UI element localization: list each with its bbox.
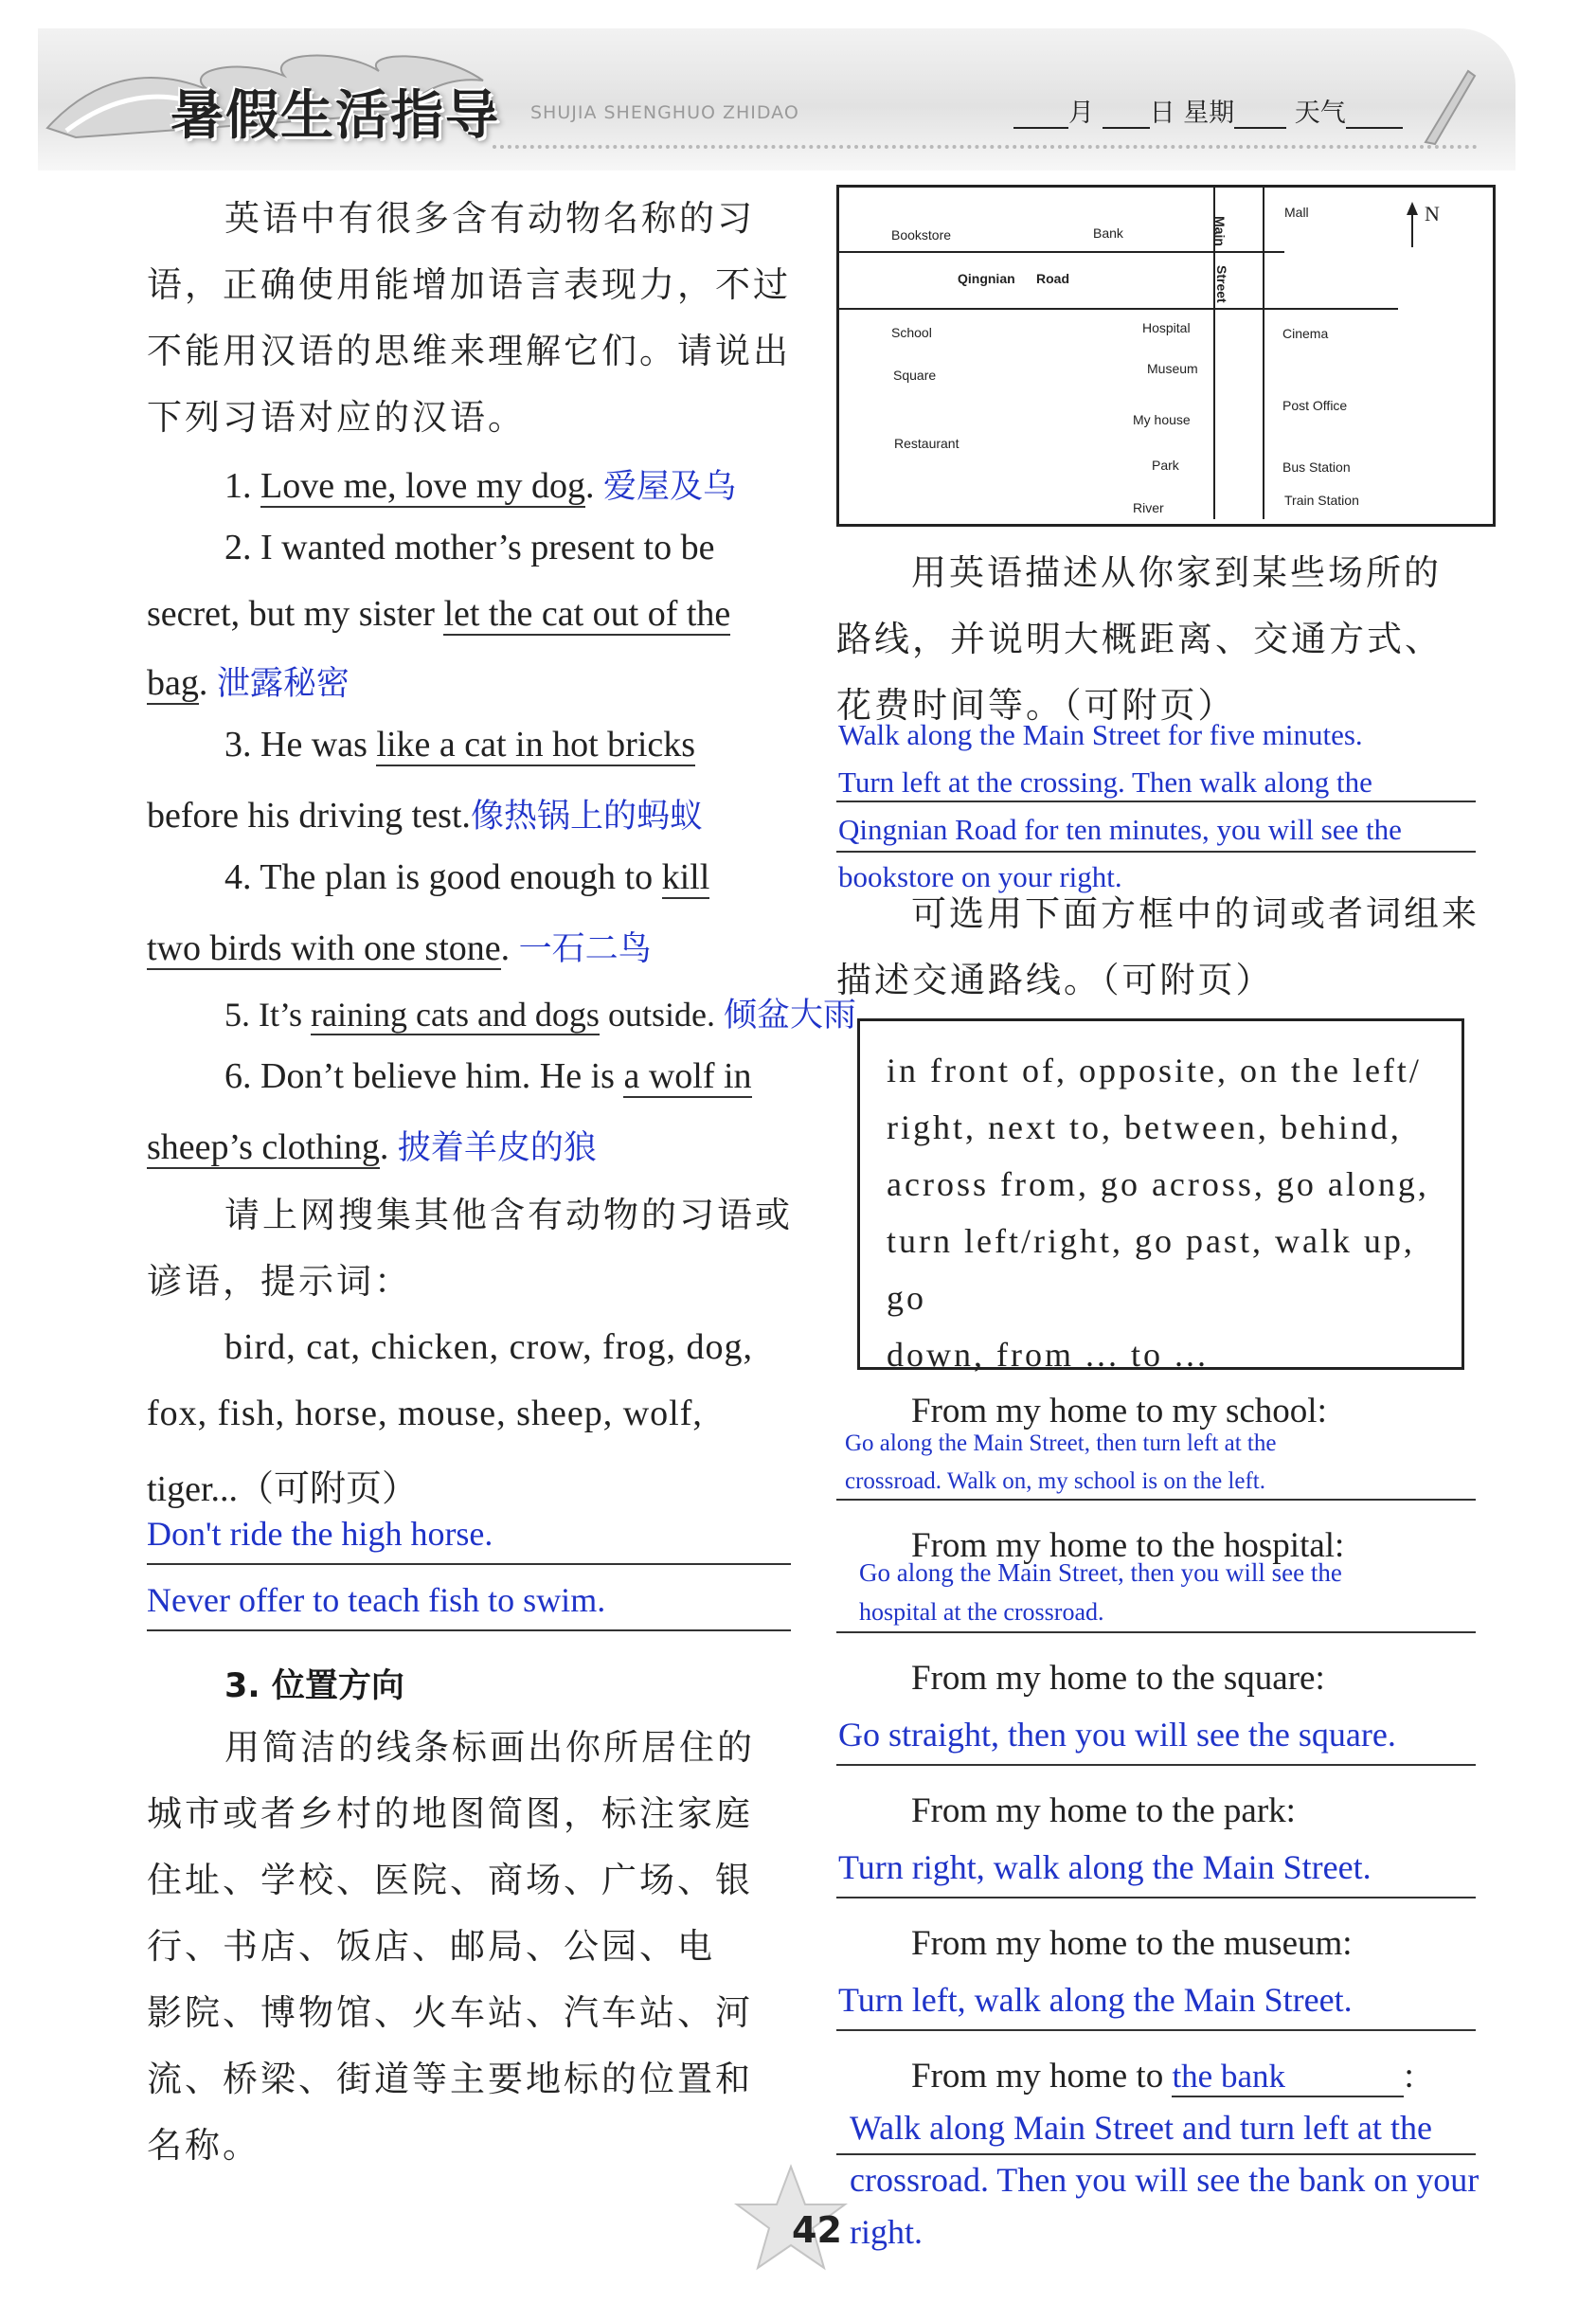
question-1 [224,460,736,508]
map-label-square: Square [893,368,937,383]
north-arrow-icon [1403,202,1422,249]
intro-line-2: 语，正确使用能增加语言表现力，不过 [147,264,791,305]
q6-line-1 [224,1055,752,1097]
q6-pre: 6. Don’t believe him. He is [224,1056,624,1096]
route-bank-prompt [911,2056,1414,2097]
q6-line-2 [147,1122,597,1169]
search-prompt-line-1: 请上网搜集其他含有动物的习语或 [224,1195,793,1235]
hint-words-line-2: fox, fish, horse, mouse, sheep, wolf, [147,1394,703,1433]
word-box-text [887,1042,1445,1383]
question-5 [224,989,856,1036]
q3-answer[interactable]: 像热锅上的蚂蚁 [470,798,703,836]
section-intro-line-4: 行、书店、饭店、邮局、公园、电 [147,1926,715,1967]
route-answer-line-1[interactable]: Walk along the Main Street for five minutes. [838,718,1363,751]
book-title: 暑假生活指导 [170,85,500,147]
q6-answer[interactable]: 披着羊皮的狼 [397,1129,597,1167]
route-school-prompt: From my home to my school: [911,1392,1327,1430]
header-dotted-divider [493,145,1478,149]
route-square-answer[interactable]: Go straight, then you will see the square. [838,1716,1396,1754]
map-label-road: Road [1036,271,1069,286]
road-line [1263,188,1264,519]
q2-line-2 [147,593,730,635]
hint-words-line-1: bird, cat, chicken, crow, frog, dog, [224,1327,753,1367]
answer-rule [836,2029,1476,2031]
q3-line-1 [224,724,695,765]
route-museum-prompt: From my home to the museum: [911,1924,1353,1963]
route-park-answer[interactable]: Turn right, walk along the Main Street. [838,1848,1372,1886]
q1-number: 1. [224,466,260,506]
section-intro-line-5: 影院、博物馆、火车站、汽车站、河 [147,1992,753,2033]
map-label-bus-station: Bus Station [1282,459,1351,475]
box-prompt-line-2: 描述交通路线。（可附页） [836,960,1274,1000]
route-bank-answer-3[interactable]: right. [850,2213,923,2251]
intro-line-3: 不能用汉语的思维来理解它们。请说出 [147,331,791,371]
q6-idiom-a: a wolf in [623,1056,752,1096]
map-label-bank: Bank [1093,225,1123,241]
q2-pre: secret, but my sister [147,594,444,634]
word-box [857,1018,1464,1374]
section-intro-line-1: 用简洁的线条标画出你所居住的 [224,1727,755,1768]
answer-rule [836,2153,1476,2155]
word-box-line: right, next to, between, behind, [887,1108,1402,1146]
word-box-line: down, from ... to ... [887,1336,1209,1374]
section-intro-line-7: 名称。 [147,2125,260,2166]
map-label-cinema: Cinema [1282,326,1329,341]
weather-blank[interactable] [1346,102,1403,129]
idiom-answer-2[interactable]: Never offer to teach fish to swim. [147,1581,606,1619]
q1-period: . [584,466,595,506]
q2-answer[interactable]: 泄露秘密 [216,665,350,703]
map-label-restaurant: Restaurant [894,436,959,451]
route-bank-answer-1[interactable]: Walk along Main Street and turn left at the [850,2109,1432,2147]
road-line [839,251,1284,253]
intro-line-1: 英语中有很多含有动物名称的习 [224,198,755,239]
map-label-post-office: Post Office [1282,398,1348,413]
answer-line-2 [147,1629,791,1631]
section-intro-line-2: 城市或者乡村的地图简图，标注家庭 [147,1793,753,1834]
q2-idiom-a: let the cat out of the [443,594,731,634]
map-label-park: Park [1152,458,1179,473]
q5-idiom: raining cats and dogs [311,996,600,1034]
route-answer-line-3[interactable]: Qingnian Road for ten minutes, you will see the [838,813,1402,846]
q4-idiom-b: two birds with one stone [147,928,501,968]
q4-idiom-a: kill [661,857,710,897]
route-hospital-prompt: From my home to the hospital: [911,1526,1345,1565]
search-prompt-line-2: 谚语，提示词： [147,1261,412,1302]
road-line [839,308,1398,310]
q1-answer[interactable]: 爱屋及乌 [602,468,736,506]
map-label-mall: Mall [1284,205,1309,220]
map-label-street: Street [1214,265,1229,303]
q6-period: . [379,1127,389,1167]
month-blank[interactable] [1013,102,1068,129]
map-label-my-house: My house [1133,412,1191,427]
q3-continuation: before his driving test. [147,796,471,836]
q4-answer[interactable]: 一石二鸟 [518,930,652,968]
page-number: 42 [792,2209,842,2251]
q2-line-3 [147,657,350,705]
route-prompt-line-2: 路线，并说明大概距离、交通方式、 [836,619,1443,659]
intro-line-4: 下列习语对应的汉语。 [147,397,526,438]
box-prompt-line-1: 可选用下面方框中的词或者词组来 [911,893,1479,934]
q3-pre: 3. He was [224,725,377,765]
q3-idiom: like a cat in hot bricks [376,725,696,765]
date-weather-line [1013,92,1403,129]
section-title: 3. 位置方向 [224,1667,404,1705]
route-bank-answer-2[interactable]: crossroad. Then you will see the bank on your [850,2161,1479,2199]
word-box-line: in front of, opposite, on the left/ [887,1052,1422,1089]
map-label-school: School [891,325,932,340]
map-label-train-station: Train Station [1284,493,1359,508]
q4-line-1 [224,856,709,898]
q2-line-1: 2. I wanted mother’s present to be [224,528,715,567]
book-title-pinyin: SHUJIA SHENGHUO ZHIDAO [530,102,799,123]
route-bank-prompt-text: From my home to [911,2057,1164,2096]
hint-words-line-3: tiger...（可附页） [147,1469,419,1509]
map-label-main: Main [1212,216,1228,246]
q5-pre: 5. It’s [224,996,312,1034]
q5-post: outside. [599,996,715,1034]
route-answer-line-4[interactable]: bookstore on your right. [838,860,1122,893]
map-label-river: River [1133,500,1164,515]
pen-icon [1416,66,1482,147]
word-box-line: turn left/right, go past, walk up, go [887,1222,1415,1317]
map-label-north: N [1425,202,1440,225]
q4-line-2 [147,923,652,970]
route-school-answer-1[interactable]: Go along the Main Street, then turn left at the [845,1430,1277,1456]
answer-rule [836,1499,1476,1501]
route-park-prompt: From my home to the park: [911,1791,1296,1830]
q5-answer[interactable]: 倾盆大雨 [723,997,856,1035]
answer-line-1 [147,1563,791,1565]
route-prompt-line-3: 花费时间等。（可附页） [836,685,1236,726]
word-box-line: across from, go across, go along, [887,1165,1429,1203]
week-blank[interactable] [1234,102,1286,129]
route-bank-colon: : [1404,2057,1414,2096]
day-blank[interactable] [1103,102,1150,129]
q1-idiom: Love me, love my dog [260,466,585,506]
route-answer-rule [836,851,1476,853]
route-answer-line-2[interactable]: Turn left at the crossing. Then walk along the [838,765,1372,799]
route-hospital-answer-1[interactable]: Go along the Main Street, then you will see the [859,1558,1342,1587]
answer-rule [836,1764,1476,1766]
route-bank-destination[interactable]: the bank [1172,2058,1404,2097]
month-label: 月 [1068,99,1094,128]
route-square-prompt: From my home to the square: [911,1659,1325,1698]
route-answer-rule [836,801,1476,802]
answer-rule [836,1631,1476,1633]
route-museum-answer[interactable]: Turn left, walk along the Main Street. [838,1981,1353,2019]
q2-idiom-b: bag [147,663,199,703]
map-diagram [836,185,1496,527]
map-label-hospital: Hospital [1142,320,1191,335]
q4-pre: 4. The plan is good enough to [224,857,662,897]
route-school-answer-2[interactable]: crossroad. Walk on, my school is on the left. [845,1468,1265,1494]
q3-line-2 [147,790,703,837]
idiom-answer-1[interactable]: Don't ride the high horse. [147,1515,493,1553]
week-label: 星期 [1183,99,1235,128]
route-hospital-answer-2[interactable]: hospital at the crossroad. [859,1598,1104,1626]
answer-rule [836,1897,1476,1898]
day-label: 日 [1149,99,1175,128]
map-label-qingnian: Qingnian [958,271,1015,286]
weather-label: 天气 [1294,99,1346,128]
route-prompt-line-1: 用英语描述从你家到某些场所的 [911,552,1442,593]
map-label-museum: Museum [1147,361,1198,376]
q4-period: . [500,928,511,968]
q2-period: . [198,663,208,703]
section-intro-line-6: 流、桥梁、街道等主要地标的位置和 [147,2059,753,2099]
section-intro-line-3: 住址、学校、医院、商场、广场、银 [147,1860,753,1900]
q6-idiom-b: sheep’s clothing [147,1127,380,1167]
map-label-bookstore: Bookstore [891,227,952,243]
